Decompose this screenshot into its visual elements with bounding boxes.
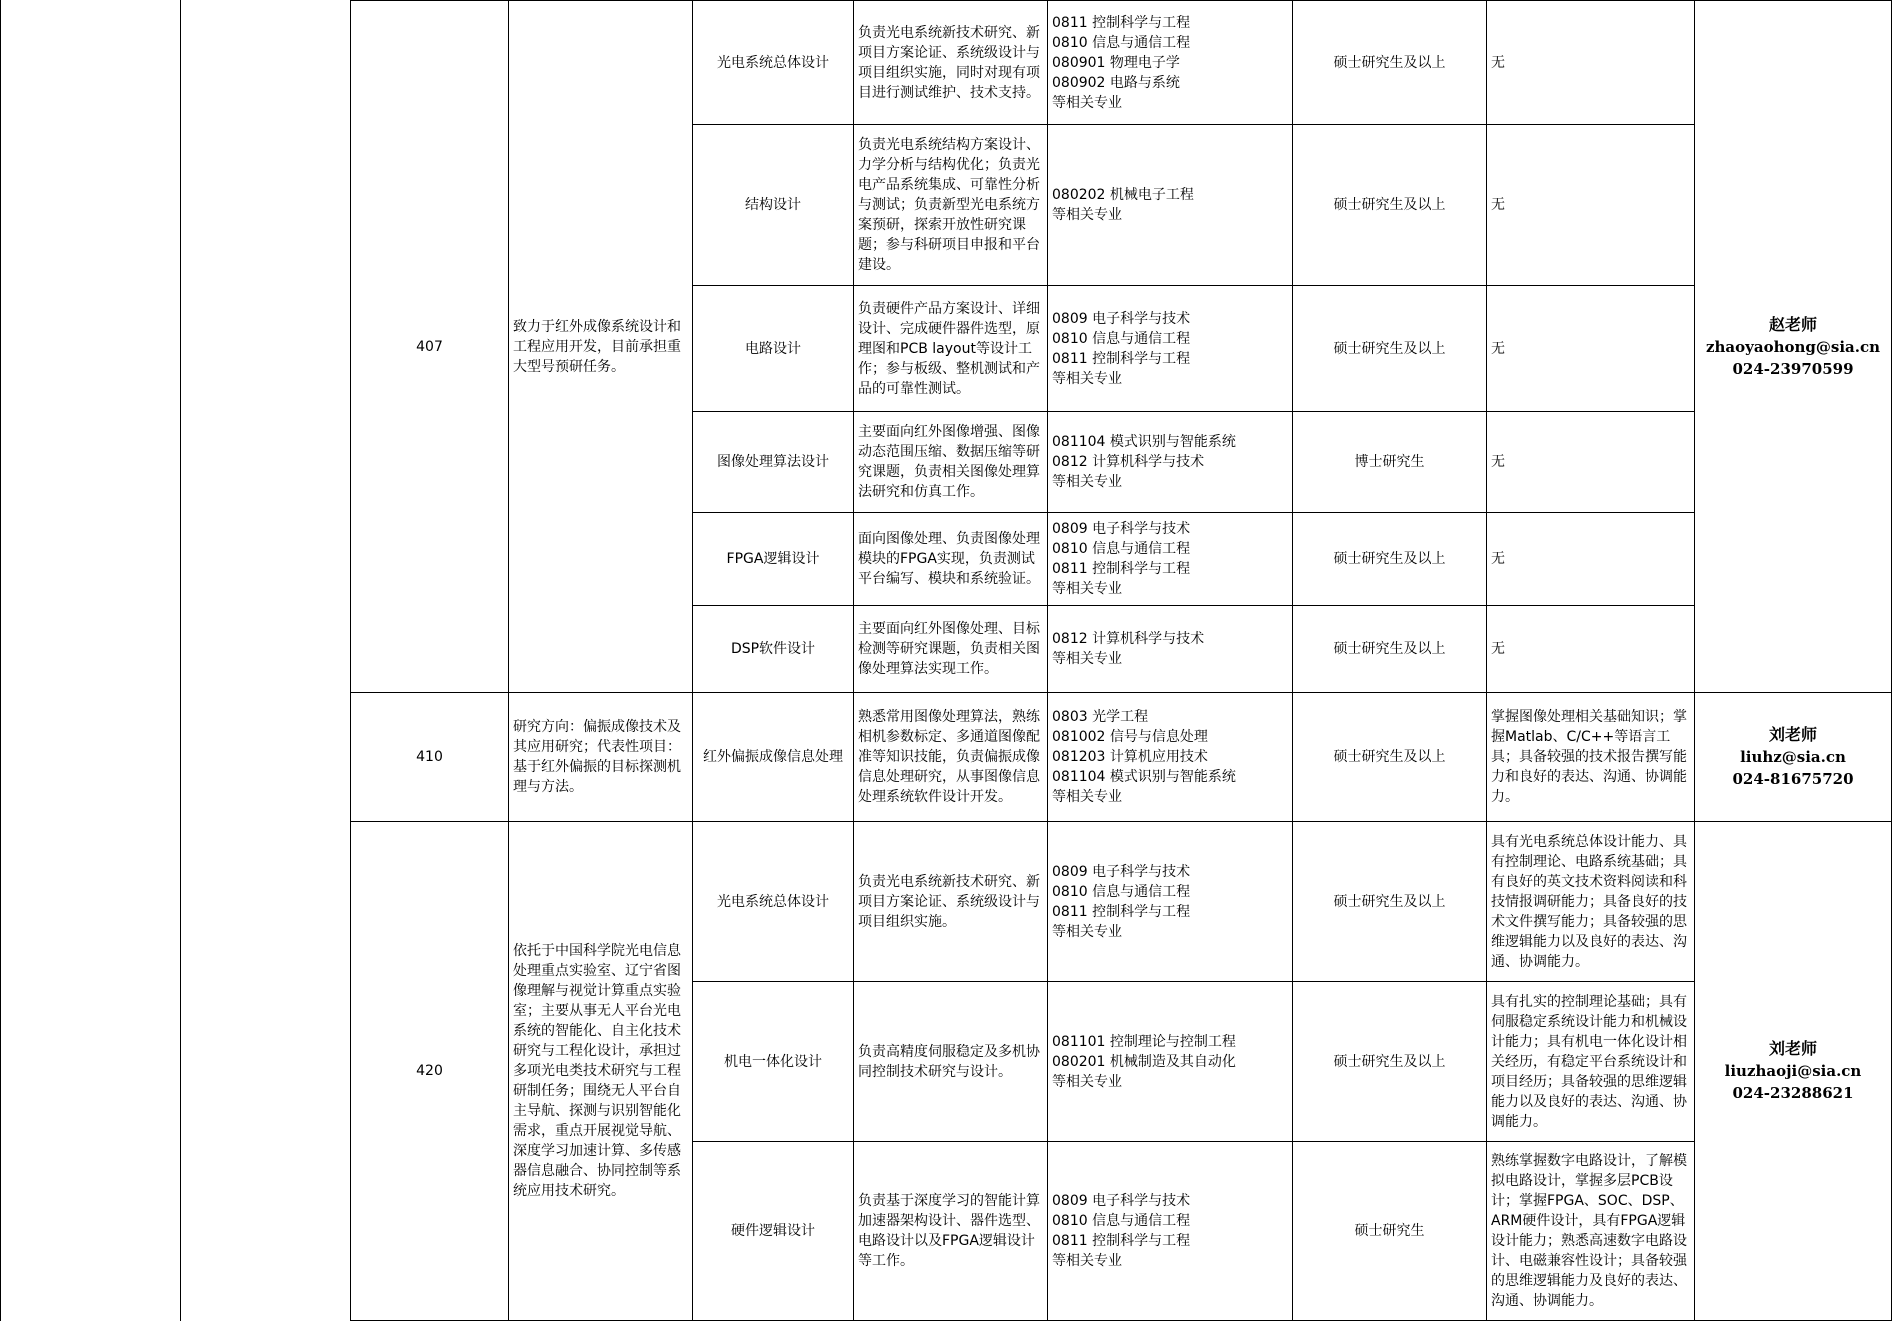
- position-duties: 负责光电系统结构方案设计、力学分析与结构优化；负责光电产品系统集成、可靠性分析与测试；负责新型光电系统方案预研，探索开放性研究课题；参与科研项目申报和平台建设。: [858, 137, 1040, 273]
- unit-code: 407: [416, 338, 443, 355]
- position-majors: 0809 电子科学与技术 0810 信息与通信工程 0811 控制科学与工程 等相关专业: [1052, 863, 1191, 940]
- position-duties: 主要面向红外图像处理、目标检测等研究课题，负责相关图像处理算法实现工作。: [858, 621, 1040, 677]
- position-majors: 0812 计算机科学与技术 等相关专业: [1052, 631, 1205, 667]
- contact-email: liuhz@sia.cn: [1740, 748, 1846, 766]
- position-education: 硕士研究生及以上: [1333, 1053, 1446, 1070]
- position-requirements: 具有光电系统总体设计能力、具有控制理论、电路系统基础；具有良好的英文技术资料阅读和科技情报调研能力；具备良好的技术文件撰写能力；具备较强的思维逻辑能力以及良好的表达、沟通、协调能力。: [1491, 833, 1687, 970]
- position-education: 硕士研究生及以上: [1333, 340, 1446, 357]
- position-title: FPGA逻辑设计: [726, 551, 820, 567]
- unit-description: 致力于红外成像系统设计和工程应用开发，目前承担重大型号预研任务。: [513, 318, 681, 375]
- position-education: 硕士研究生及以上: [1333, 749, 1446, 765]
- position-education: 硕士研究生及以上: [1333, 551, 1446, 567]
- contact-name: 赵老师: [1768, 314, 1817, 334]
- position-duties: 负责高精度伺服稳定及多机协同控制技术研究与设计。: [858, 1043, 1040, 1080]
- position-education: 硕士研究生及以上: [1333, 641, 1446, 657]
- column-divider: [180, 0, 181, 1321]
- position-majors: 0809 电子科学与技术 0810 信息与通信工程 0811 控制科学与工程 等相关专业: [1052, 310, 1191, 387]
- contact-block: [1695, 1, 1891, 692]
- position-duties: 熟悉常用图像处理算法，熟练相机参数标定、多通道图像配准等知识技能，负责偏振成像信息处理研究，从事图像信息处理系统软件设计开发。: [858, 709, 1040, 805]
- contact-phone: 024-23970599: [1732, 359, 1854, 378]
- position-title: 光电系统总体设计: [717, 893, 829, 910]
- position-title: 光电系统总体设计: [717, 54, 829, 71]
- position-education: 硕士研究生及以上: [1333, 54, 1446, 71]
- contact-phone: 024-23288621: [1732, 1084, 1854, 1102]
- contact-block: [1695, 693, 1891, 821]
- position-duties: 负责光电系统新技术研究、新项目方案论证、系统级设计与项目组织实施，同时对现有项目进行测试维护、技术支持。: [858, 24, 1040, 101]
- position-title: 图像处理算法设计: [717, 454, 829, 470]
- position-education: 博士研究生: [1354, 454, 1425, 470]
- position-requirements: 掌握图像处理相关基础知识；掌握Matlab、C/C++等语言工具；具备较强的技术报告撰写能力和良好的表达、沟通、协调能力。: [1491, 709, 1687, 805]
- unit-code: 410: [416, 749, 443, 765]
- contact-block: [1695, 822, 1891, 1320]
- position-requirements: 无: [1491, 340, 1505, 357]
- position-requirements: 无: [1491, 197, 1505, 213]
- position-majors: 081104 模式识别与智能系统 0812 计算机科学与技术 等相关专业: [1052, 434, 1236, 490]
- position-duties: 负责基于深度学习的智能计算加速器架构设计、器件选型、电路设计以及FPGA逻辑设计等工作。: [858, 1193, 1040, 1269]
- unit-code: 420: [416, 1063, 443, 1079]
- position-education: 硕士研究生及以上: [1333, 893, 1446, 910]
- contact-phone: 024-81675720: [1732, 770, 1854, 788]
- position-title: 结构设计: [745, 197, 801, 213]
- position-requirements: 无: [1491, 454, 1505, 470]
- position-majors: 080202 机械电子工程 等相关专业: [1052, 187, 1194, 223]
- position-title: 红外偏振成像信息处理: [703, 749, 843, 765]
- position-duties: 负责光电系统新技术研究、新项目方案论证、系统级设计与项目组织实施。: [858, 873, 1040, 930]
- position-education: 硕士研究生: [1354, 1223, 1425, 1239]
- position-title: 机电一体化设计: [724, 1053, 822, 1070]
- position-requirements: 无: [1491, 641, 1505, 657]
- position-requirements: 无: [1491, 54, 1505, 71]
- position-duties: 面向图像处理、负责图像处理模块的FPGA实现，负责测试平台编写、模块和系统验证。: [858, 531, 1040, 587]
- position-majors: 0809 电子科学与技术 0810 信息与通信工程 0811 控制科学与工程 等相关专业: [1052, 1193, 1191, 1269]
- position-education: 硕士研究生及以上: [1333, 197, 1446, 213]
- contact-email: zhaoyaohong@sia.cn: [1705, 337, 1881, 356]
- position-requirements: 无: [1491, 551, 1505, 567]
- position-duties: 负责硬件产品方案设计、详细设计、完成硬件器件选型，原理图和PCB layout等设计工作；参与板级、整机测试和产品的可靠性测试。: [858, 300, 1040, 397]
- contact-name: 刘老师: [1768, 1039, 1817, 1058]
- position-majors: 0809 电子科学与技术 0810 信息与通信工程 0811 控制科学与工程 等相关专业: [1052, 521, 1191, 597]
- position-title: DSP软件设计: [730, 641, 816, 657]
- contact-email: liuzhaoji@sia.cn: [1724, 1062, 1862, 1080]
- position-duties: 主要面向红外图像增强、图像动态范围压缩、数据压缩等研究课题，负责相关图像处理算法研究和仿真工作。: [858, 424, 1040, 500]
- position-title: 硬件逻辑设计: [731, 1223, 815, 1239]
- position-majors: 0811 控制科学与工程 0810 信息与通信工程 080901 物理电子学 080902 电路与系统 等相关专业: [1052, 14, 1191, 111]
- unit-description: 依托于中国科学院光电信息处理重点实验室、辽宁省图像理解与视觉计算重点实验室；主要从事无人平台光电系统的智能化、自主化技术研究与工程化设计，承担过多项光电类技术研究与工程研制任务；围绕无人平台自主导航、探测与识别智能化需求，重点开展视觉导航、深度学习加速计算、多传感器信息融合、协同控制等系统应用技术研究。: [513, 943, 681, 1199]
- position-title: 电路设计: [745, 340, 801, 357]
- position-majors: 081101 控制理论与控制工程 080201 机械制造及其自动化 等相关专业: [1052, 1033, 1236, 1090]
- unit-description: 研究方向：偏振成像技术及其应用研究；代表性项目：基于红外偏振的目标探测机理与方法。: [513, 719, 681, 795]
- position-requirements: 熟练掌握数字电路设计，了解模拟电路设计，掌握多层PCB设计；掌握FPGA、SOC、DSP、ARM硬件设计，具有FPGA逻辑设计能力；熟悉高速数字电路设计、电磁兼容性设计；具备较强的思维逻辑能力及良好的表达、沟通、协调能力。: [1491, 1153, 1687, 1309]
- column-divider: [0, 0, 1, 1321]
- position-majors: 0803 光学工程 081002 信号与信息处理 081203 计算机应用技术 081104 模式识别与智能系统 等相关专业: [1052, 709, 1236, 805]
- contact-name: 刘老师: [1768, 725, 1817, 744]
- position-requirements: 具有扎实的控制理论基础；具有伺服稳定系统设计能力和机械设计能力；具有机电一体化设计相关经历，有稳定平台系统设计和项目经历；具备较强的思维逻辑能力以及良好的表达、沟通、协调能力。: [1491, 993, 1687, 1130]
